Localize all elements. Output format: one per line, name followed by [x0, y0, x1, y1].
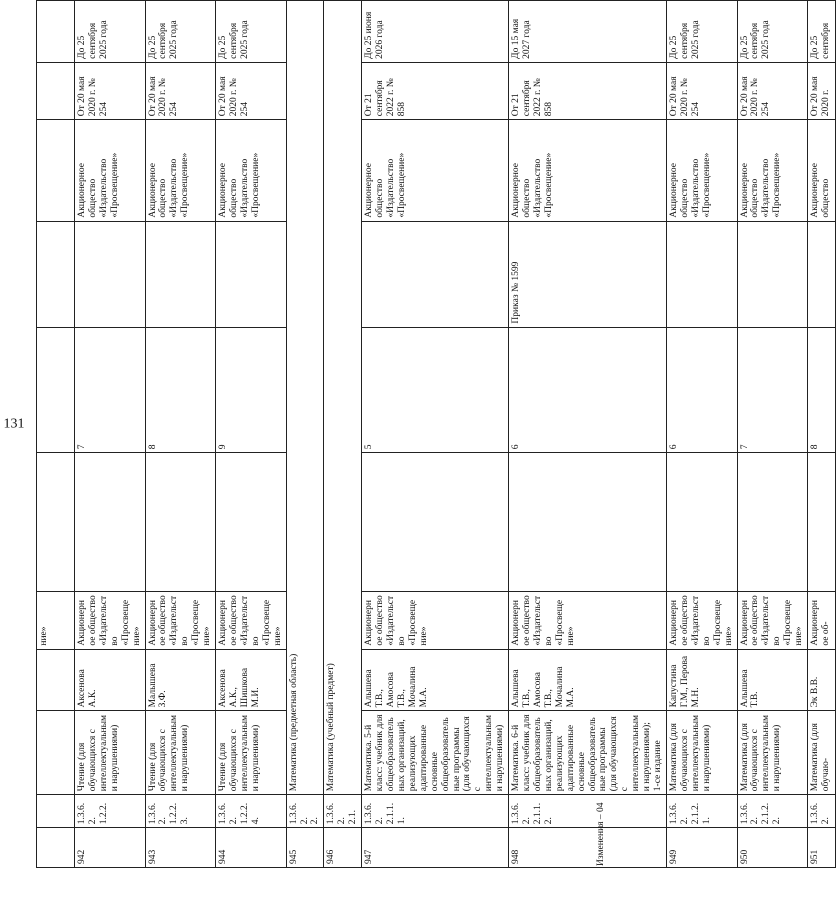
date-from: От 21 сентября 2022 г. № 858: [362, 62, 509, 119]
date-from: От 20 мая 2020 г. № 254: [216, 62, 287, 119]
order-number: [667, 221, 738, 327]
authors: Эк В.В.: [808, 649, 836, 711]
empty-cell: [362, 453, 509, 592]
authors: Капустина Г.М., Перова М.Н.: [667, 649, 738, 711]
date-from: От 20 мая 2020 г. № 254: [75, 62, 146, 119]
row-number: 942: [75, 828, 146, 868]
date-from: От 20 мая 2020 г. № 254: [737, 62, 808, 119]
publisher-2: Акционерное общество «Издательство «Просвещение»: [75, 120, 146, 221]
authors: Аксенова А.К., Шишкова М.И.: [216, 649, 287, 711]
authors: Аксенова А.К.: [75, 649, 146, 711]
page-number: 131: [3, 416, 25, 432]
rotated-page: [3, 0, 831, 868]
row-code: 1.3.6.2. 1.2.2.4.: [216, 795, 287, 828]
table-row: [737, 1, 808, 868]
table-row: [75, 1, 146, 868]
publisher-2: Акционерное общество: [808, 120, 836, 221]
order-number: [362, 221, 509, 327]
textbook-title: Чтение (для обучающихся с интеллектуальными нарушениями): [216, 711, 287, 795]
order-number: [737, 221, 808, 327]
publisher-2: Акционерное общество «Издательство «Просвещение»: [145, 120, 216, 221]
empty-cell: [216, 453, 287, 592]
row-number: 951: [808, 828, 836, 868]
publisher: Акционерное общество «Издательство «Просвещение»: [509, 592, 667, 649]
date-to: До 25 сентября 2025 года: [145, 1, 216, 63]
date-from: От 20 мая 2020 г.: [808, 62, 836, 119]
table-row: [37, 1, 75, 868]
table-row: [509, 1, 667, 868]
publisher-2: Акционерное общество «Издательство «Просвещение»: [509, 120, 667, 221]
order-number: [808, 221, 836, 327]
textbook-title: Математика (для обучающихся с интеллектуальными нарушениями): [667, 711, 738, 795]
publisher: Акционерное общество «Издательство «Просвещение»: [216, 592, 287, 649]
publisher-2: Акционерное общество «Издательство «Просвещение»: [216, 120, 287, 221]
row-code: 1.3.6.2. 1.2.2.: [75, 795, 146, 828]
section-row: [324, 1, 362, 868]
row-code: 1.3.6.2. 2.1.1.2.: [509, 795, 667, 828]
date-to: До 15 мая 2027 года: [509, 1, 667, 63]
row-code: 1.3.6.2. 2.1.: [324, 795, 362, 828]
order-number: [145, 221, 216, 327]
publisher: Акционерное общество «Издательство «Просвещение»: [75, 592, 146, 649]
textbook-title: Математика (для обучаю-: [808, 711, 836, 795]
grade: 9: [216, 327, 287, 453]
date-from: От 20 мая 2020 г. № 254: [667, 62, 738, 119]
authors: Алышева Т.В.: [737, 649, 808, 711]
row-code: 1.3.6.2. 2.: [286, 795, 324, 828]
cell-continuation: ние»: [37, 592, 75, 649]
authors: Алышева Т.В., Амосова Т.В., Мочалина М.А.: [509, 649, 667, 711]
grade: 8: [808, 327, 836, 453]
section-title: Математика (предметная область): [286, 1, 324, 795]
row-code: 1.3.6.2. 2.1.1.1.: [362, 795, 509, 828]
section-row: [286, 1, 324, 868]
publisher: Акционерное об-: [808, 592, 836, 649]
date-to: До 25 сентября 2025 года: [667, 1, 738, 63]
table-row: [145, 1, 216, 868]
textbook-title: Математика. 5-й класс: учебник для общеобразовательных организаций, реализующих адаптированные основные общеобразовательные программы (для обучающихся с интеллектуальными нарушениями): [362, 711, 509, 795]
date-to: До 25 сентября: [808, 1, 836, 63]
publisher-2: Акционерное общество «Издательство «Просвещение»: [362, 120, 509, 221]
publisher-2: Акционерное общество «Издательство «Просвещение»: [737, 120, 808, 221]
date-to: До 25 июня 2026 года: [362, 1, 509, 63]
empty-cell: [509, 453, 667, 592]
grade: 5: [362, 327, 509, 453]
row-code: 1.3.6.2. 1.2.2.3.: [145, 795, 216, 828]
publisher: Акционерное общество «Издательство «Просвещение»: [145, 592, 216, 649]
order-number: [216, 221, 287, 327]
date-from: От 21 сентября 2022 г. № 858: [509, 62, 667, 119]
row-number: 946: [324, 828, 362, 868]
empty-cell: [808, 453, 836, 592]
section-title: Математика (учебный предмет): [324, 1, 362, 795]
row-number: 944: [216, 828, 287, 868]
table-row: [362, 1, 509, 868]
date-to: До 25 сентября 2025 года: [75, 1, 146, 63]
publisher: Акционерное общество «Издательство «Просвещение»: [362, 592, 509, 649]
textbook-title: Чтение (для обучающихся с интеллектуальными нарушениями): [75, 711, 146, 795]
order-number: [75, 221, 146, 327]
grade: 7: [737, 327, 808, 453]
grade: 6: [667, 327, 738, 453]
row-code: 1.3.6.2. 2.1.2.2.: [737, 795, 808, 828]
textbook-table: [36, 0, 836, 868]
table-row: [216, 1, 287, 868]
row-number: 945: [286, 828, 324, 868]
empty-cell: [737, 453, 808, 592]
row-number: 943: [145, 828, 216, 868]
row-code: 1.3.6.2.: [808, 795, 836, 828]
grade: 8: [145, 327, 216, 453]
authors: Малышева З.Ф.: [145, 649, 216, 711]
empty-cell: [667, 453, 738, 592]
publisher-2: Акционерное общество «Издательство «Просвещение»: [667, 120, 738, 221]
order-number: Приказ № 1599: [509, 221, 667, 327]
textbook-title: Математика (для обучающихся с интеллектуальными нарушениями): [737, 711, 808, 795]
date-from: От 20 мая 2020 г. № 254: [145, 62, 216, 119]
row-number: 947: [362, 828, 509, 868]
table-row: [667, 1, 738, 868]
grade: 7: [75, 327, 146, 453]
row-number: 949: [667, 828, 738, 868]
empty-cell: [145, 453, 216, 592]
publisher: Акционерное общество «Издательство «Просвещение»: [737, 592, 808, 649]
table-row: [808, 1, 836, 868]
date-to: До 25 сентября 2025 года: [737, 1, 808, 63]
date-to: До 25 сентября 2025 года: [216, 1, 287, 63]
row-number: 948: [509, 828, 667, 868]
row-number: 950: [737, 828, 808, 868]
textbook-title: Чтение (для обучающихся с интеллектуальными нарушениями): [145, 711, 216, 795]
authors: Алышева Т.В., Амосова Т.В., Мочалина М.А.: [362, 649, 509, 711]
row-code: 1.3.6.2. 2.1.2.1.: [667, 795, 738, 828]
empty-cell: [75, 453, 146, 592]
textbook-title: Математика. 6-й класс: учебник для общеобразовательных организаций, реализующих адаптированные основные общеобразовательные программы (для обучающихся с интеллектуальными нарушениями); 1-се издание: [509, 711, 667, 795]
footer-note: Изменения – 04: [596, 802, 606, 866]
grade: 6: [509, 327, 667, 453]
publisher: Акционерное общество «Издательство «Просвещение»: [667, 592, 738, 649]
